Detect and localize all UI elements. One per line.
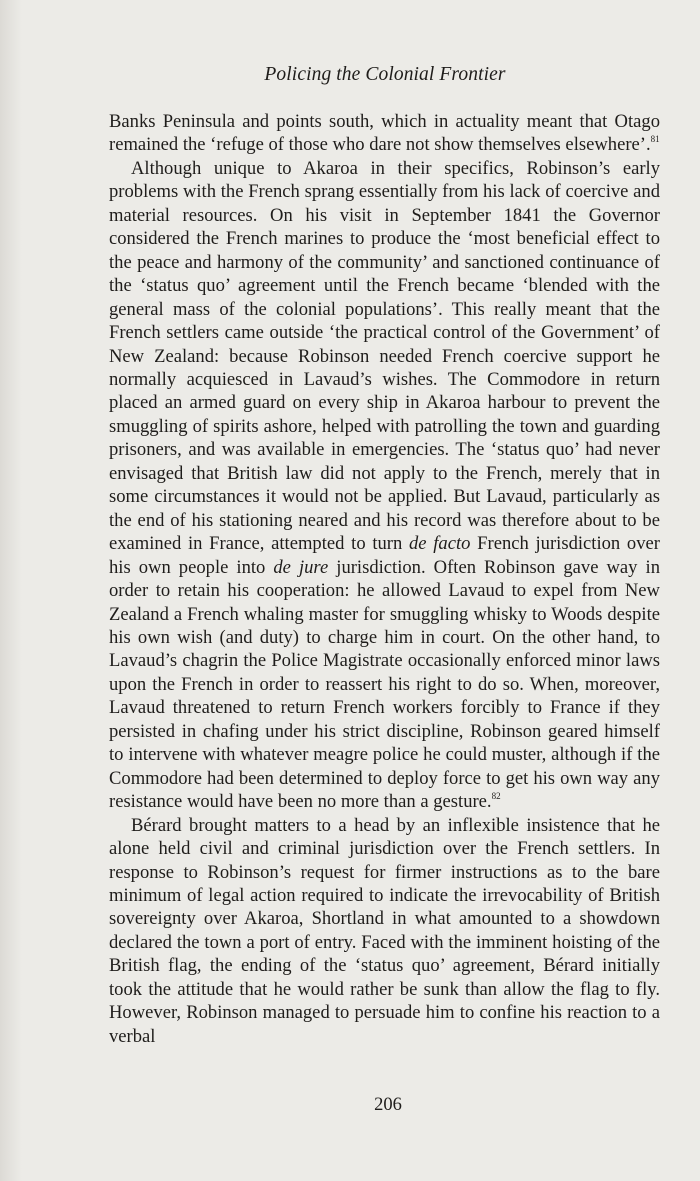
page-edge-shadow	[0, 0, 22, 1181]
paragraph	[109, 814, 660, 1049]
footnote-marker: 82	[491, 791, 501, 802]
body-text	[109, 110, 660, 1048]
text-run: French jurisdiction over his own people into	[109, 533, 660, 578]
text-run: jurisdiction. Often Robinson gave way in order to retain his cooperation: he allowed Lavaud to expel from New Zealand a French whaling master for smuggling whisky to Woods despite his own wish (and duty) to charge him in court. On the other hand, to Lavaud’s chagrin the Police Magistrate occasionally enforced minor laws upon the French in order to reassert his right to do so. When, moreover, Lavaud threatened to return French workers forcibly to France if they persisted in chafing under his strict discipline, Robinson geared himself to intervene with whatever meagre police he could muster, although if the Commodore had been determined to deploy force to get his own way any resistance would have been no more than a gesture.	[109, 556, 660, 813]
italic-term: de facto	[409, 533, 471, 555]
text-run: Banks Peninsula and points south, which in actuality meant that Otago remained the ‘refuge of those who dare not show themselves elsewhere’.	[109, 111, 660, 156]
text-run: Bérard brought matters to a head by an inflexible insistence that he alone held civil and criminal jurisdiction over the French settlers. In response to Robinson’s request for firmer instructions as to the bare minimum of legal action required to indicate the irrevocability of British sovereignty over Akaroa, Shortland in what amounted to a showdown declared the town a port of entry. Faced with the imminent hoisting of the British flag, the ending of the ‘status quo’ agreement, Bérard initially took the attitude that he would rather be sunk than allow the flag to fly. However, Robinson managed to persuade him to confine his reaction to a verbal	[109, 814, 660, 1047]
page-number: 206	[374, 1095, 402, 1115]
running-header: Policing the Colonial Frontier	[264, 64, 506, 85]
paragraph	[109, 157, 660, 814]
text-run: Although unique to Akaroa in their specifics, Robinson’s early problems with the French sprang essentially from his lack of coercive and material resources. On his visit in September 1841 the Governor considered the French marines to produce the ‘most beneficial effect to the peace and harmony of the community’ and sanctioned continuance of the ‘status quo’ agreement until the French became ‘blended with the general mass of the colonial populations’. This really meant that the French settlers came outside ‘the practical control of the Government’ of New Zealand: because Robinson needed French coercive support he normally acquiesced in Lavaud’s wishes. The Commodore in return placed an armed guard on every ship in Akaroa harbour to prevent the smuggling of spirits ashore, helped with patrolling the town and guarding prisoners, and was available in emergencies. The ‘status quo’ had never envisaged that British law did not apply to the French, merely that in some circumstances it would not be applied. But Lavaud, particularly as the end of his stationing neared and his record was therefore about to be examined in France, attempted to turn	[109, 157, 660, 555]
footnote-marker: 81	[650, 134, 660, 145]
italic-term: de jure	[273, 556, 329, 578]
paragraph	[109, 110, 660, 157]
